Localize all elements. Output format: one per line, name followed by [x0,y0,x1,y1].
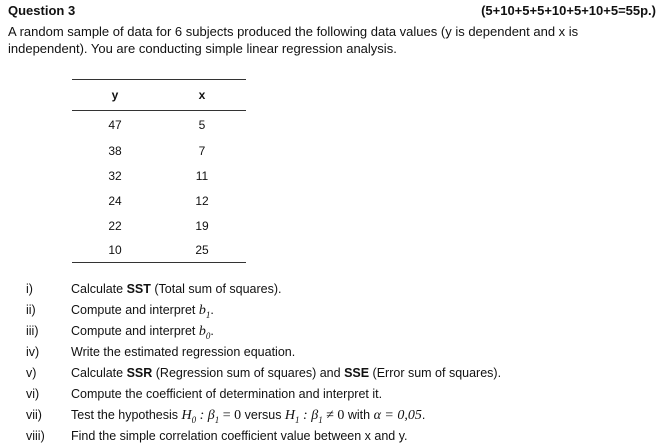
table-row [72,213,246,238]
item-number: iv) [26,345,40,359]
sub-question-item [0,363,668,384]
significance-level: α = 0,05 [373,408,422,423]
cell-x: 11 [195,168,209,183]
item-text: Calculate SSR (Regression sum of squares) and SSE (Error sum of squares). [71,366,502,380]
cell-y: 22 [108,218,122,233]
keyword: SST [126,282,151,296]
sub-question-item [0,384,668,405]
cell-x: 5 [198,117,206,132]
null-hypothesis: $H_0$ : $\beta_1 = 0$ [181,408,242,425]
item-number: ii) [26,303,36,317]
column-header-y: y [72,80,158,111]
question-title: Question 3 [8,3,76,18]
table-row [72,188,246,213]
item-number: iii) [26,324,39,338]
table-row [72,111,246,139]
cell-x: 7 [198,143,206,158]
item-text: Compute the coefficient of determination and interpret it. [71,387,383,401]
sub-question-item [0,426,668,447]
item-text: Calculate SST (Total sum of squares). [71,282,282,296]
alternative-hypothesis: $H_1$ : $\beta_1 \ne 0$ [284,408,345,425]
math-symbol: $b_0$ [198,324,211,341]
item-text: Test the hypothesis $H_0$ : $\beta_1 = 0$ versus $H_1$ : $\beta_1 \ne 0$ with α = 0,05. [71,408,426,425]
sub-question-item [0,342,668,363]
table-row [72,138,246,163]
question-marks: (5+10+5+5+10+5+10+5=55p.) [481,3,656,18]
cell-x: 25 [158,238,246,263]
item-number: v) [26,366,37,380]
item-text: Write the estimated regression equation. [71,345,296,359]
data-table [72,79,246,263]
cell-y: 24 [108,193,122,208]
item-number: vii) [26,408,42,422]
intro-paragraph: A random sample of data for 6 subjects produced the following data values (y is dependent and x is independent). You are conducting simple linear regression analysis. [8,24,579,56]
sub-question-list [0,279,668,447]
question-header [8,3,660,21]
cell-x: 19 [195,218,209,233]
sub-question-item [0,405,668,426]
sub-question-item [0,321,668,342]
item-number: i) [26,282,33,296]
cell-y: 47 [108,117,122,132]
table-row [72,163,246,188]
cell-x: 12 [195,193,209,208]
sub-question-item [0,279,668,300]
keyword: SSR [126,366,153,380]
math-symbol: $b_1$ [198,303,211,320]
column-header-x: x [158,80,246,111]
item-number: viii) [26,429,45,443]
keyword: SSE [344,366,370,380]
sub-question-item [0,300,668,321]
table-header-row [72,80,246,111]
cell-y: 32 [108,168,122,183]
item-text: Compute and interpret $b_0$. [71,324,214,341]
table-row [72,238,246,263]
cell-y: 38 [108,143,122,158]
cell-y: 10 [72,238,158,263]
item-text: Compute and interpret $b_1$. [71,303,214,320]
item-text: Find the simple correlation coefficient value between x and y. [71,429,408,443]
item-number: vi) [26,387,40,401]
